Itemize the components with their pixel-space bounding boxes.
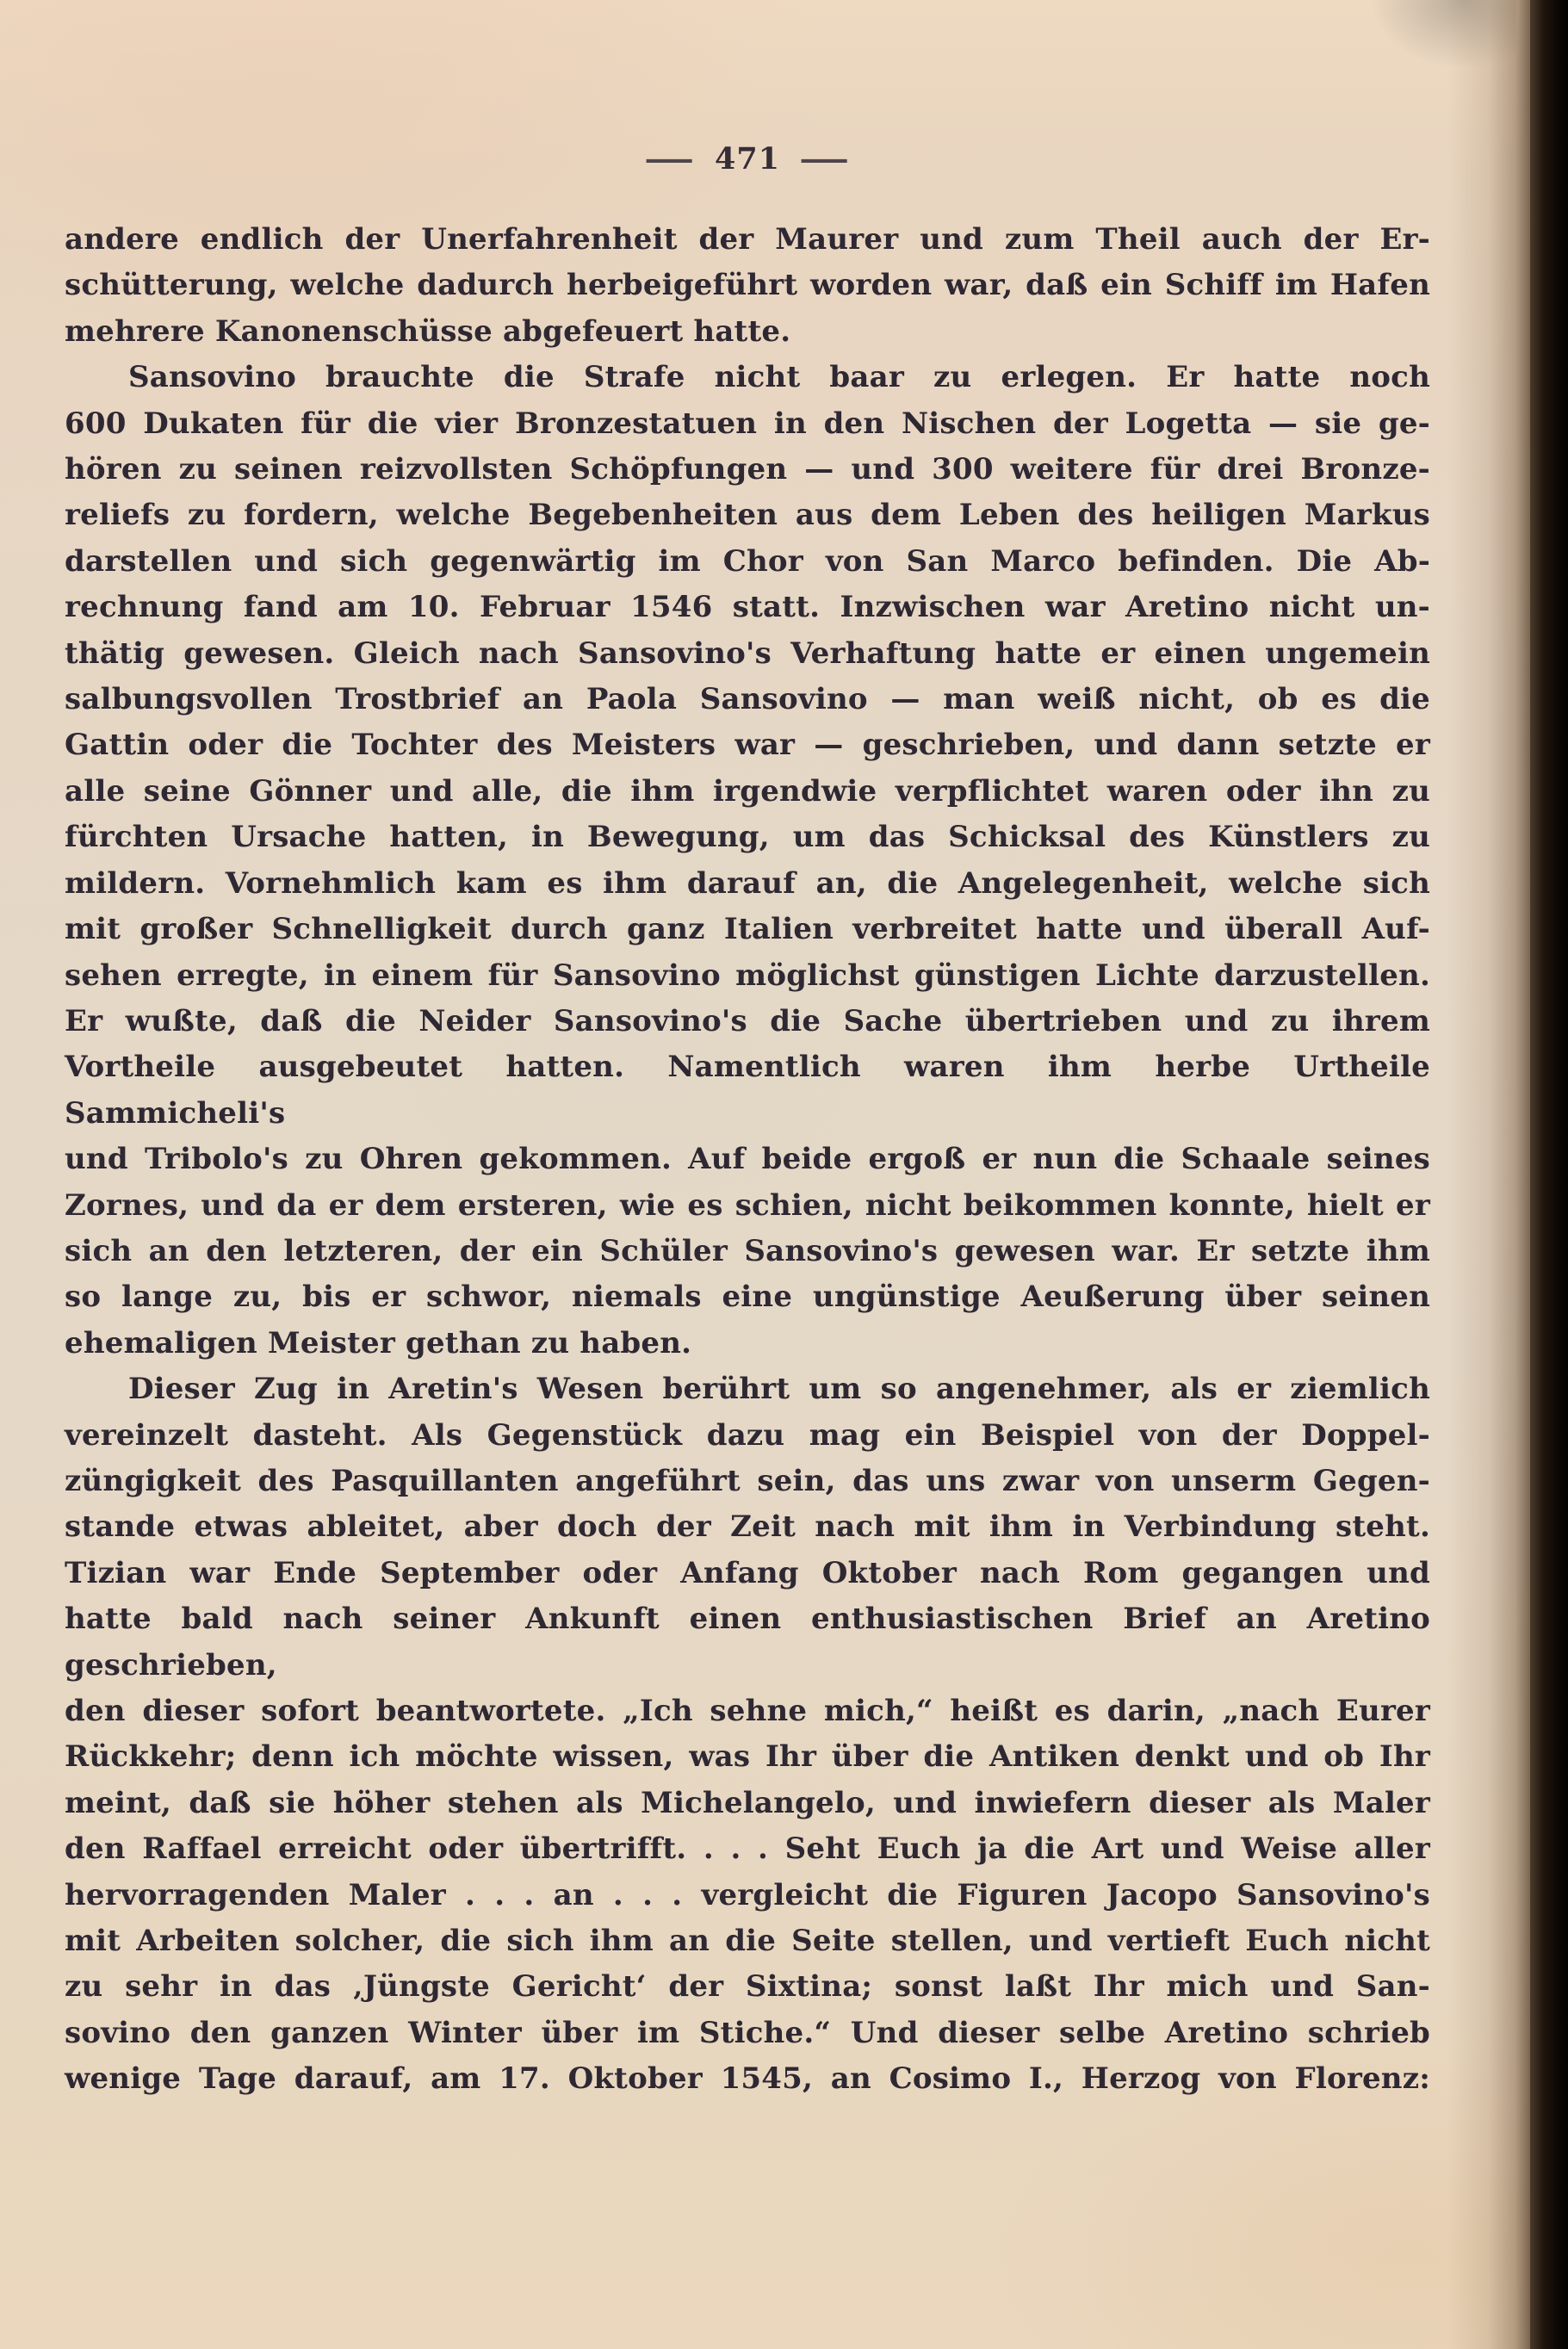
text-line: hören zu seinen reizvollsten Schöpfungen — und 300 weitere für drei Bronze- (65, 452, 1430, 487)
text-line: rechnung fand am 10. Februar 1546 statt. Inzwischen war Aretino nicht un- (65, 590, 1430, 625)
text-line: mit großer Schnelligkeit durch ganz Italien verbreitet hatte und überall Auf- (65, 912, 1430, 947)
text-line: 600 Dukaten für die vier Bronzestatuen in den Nischen der Logetta — sie ge- (65, 406, 1430, 441)
page-edge-shadow (1447, 0, 1530, 2349)
text-block (65, 217, 1430, 2103)
text-line: Sansovino brauchte die Strafe nicht baar zu erlegen. Er hatte noch (128, 360, 1430, 395)
page-header (65, 141, 1430, 177)
text-line: züngigkeit des Pasquillanten angeführt sein, das uns zwar von unserm Gegen- (65, 1463, 1430, 1498)
text-line: so lange zu, bis er schwor, niemals eine ungünstige Aeußerung über seinen (65, 1280, 1430, 1315)
text-line: wenige Tage darauf, am 17. Oktober 1545, an Cosimo I., Herzog von Florenz: (65, 2061, 1430, 2097)
text-line: zu sehr in das ‚Jüngste Gericht‘ der Sixtina; sonst laßt Ihr mich und San- (65, 1969, 1430, 2005)
text-line: schütterung, welche dadurch herbeigeführt worden war, daß ein Schiff im Hafen (65, 268, 1430, 303)
paragraph-3 (65, 1367, 1430, 2103)
text-line: reliefs zu fordern, welche Begebenheiten aus dem Leben des heiligen Markus (65, 498, 1430, 533)
text-line: sehen erregte, in einem für Sansovino möglichst günstigen Lichte darzustellen. (65, 958, 1430, 993)
text-line: den Raffael erreicht oder übertrifft. . . . Seht Euch ja die Art und Weise aller (65, 1831, 1430, 1867)
text-line: Vortheile ausgebeutet hatten. Namentlich waren ihm herbe Urtheile Sammicheli's (65, 1050, 1430, 1131)
text-line: darstellen und sich gegenwärtig im Chor von San Marco befinden. Die Ab- (65, 543, 1430, 579)
book-edge (1530, 0, 1568, 2349)
text-line: Rückkehr; denn ich möchte wissen, was Ihr über die Antiken denkt und ob Ihr (65, 1739, 1430, 1775)
text-line: mit Arbeiten solcher, die sich ihm an die Seite stellen, und vertieft Euch nicht (65, 1924, 1430, 1959)
text-line: und Tribolo's zu Ohren gekommen. Auf beide ergoß er nun die Schaale seines (65, 1142, 1430, 1177)
paragraph-1 (65, 217, 1430, 355)
text-line: alle seine Gönner und alle, die ihm irgendwie verpflichtet waren oder ihn zu (65, 773, 1430, 809)
text-line: Dieser Zug in Aretin's Wesen berührt um so angenehmer, als er ziemlich (128, 1372, 1430, 1407)
header-dash-left: — (643, 141, 697, 177)
text-line: andere endlich der Unerfahrenheit der Maurer und zum Theil auch der Er- (65, 222, 1430, 257)
text-line: vereinzelt dasteht. Als Gegenstück dazu mag ein Beispiel von der Doppel- (65, 1417, 1430, 1453)
text-line: meint, daß sie höher stehen als Michelangelo, und inwiefern dieser als Maler (65, 1785, 1430, 1820)
text-line: Tizian war Ende September oder Anfang Oktober nach Rom gegangen und (65, 1555, 1430, 1590)
paragraph-2 (65, 355, 1430, 1367)
text-line: fürchten Ursache hatten, in Bewegung, um das Schicksal des Künstlers zu (65, 820, 1430, 855)
text-line: mildern. Vornehmlich kam es ihm darauf an, die Angelegenheit, welche sich (65, 865, 1430, 901)
text-line: Zornes, und da er dem ersteren, wie es schien, nicht beikommen konnte, hielt er (65, 1187, 1430, 1223)
text-line: Er wußte, daß die Neider Sansovino's die Sache übertrieben und zu ihrem (65, 1003, 1430, 1038)
page-number: 471 (714, 141, 781, 177)
text-line: hatte bald nach seiner Ankunft einen enthusiastischen Brief an Aretino geschrieben, (65, 1602, 1430, 1683)
text-line: ehemaligen Meister gethan zu haben. (65, 1325, 692, 1360)
text-line: Gattin oder die Tochter des Meisters war — geschrieben, und dann setzte er (65, 728, 1430, 763)
text-line: den dieser sofort beantwortete. „Ich sehne mich,“ heißt es darin, „nach Eurer (65, 1694, 1430, 1728)
text-line: sovino den ganzen Winter über im Stiche.“ Und dieser selbe Aretino schrieb (65, 2015, 1430, 2050)
header-dash-right: — (798, 141, 852, 177)
text-line: stande etwas ableitet, aber doch der Zeit nach mit ihm in Verbindung steht. (65, 1509, 1430, 1545)
text-line: thätig gewesen. Gleich nach Sansovino's Verhaftung hatte er einen ungemein (65, 635, 1430, 671)
text-line: salbungsvollen Trostbrief an Paola Sansovino — man weiß nicht, ob es die (65, 682, 1430, 717)
text-line: sich an den letzteren, der ein Schüler Sansovino's gewesen war. Er setzte ihm (65, 1233, 1430, 1268)
text-line: mehrere Kanonenschüsse abgefeuert hatte. (65, 313, 791, 349)
text-line: hervorragenden Maler . . . an . . . vergleicht die Figuren Jacopo Sansovino's (65, 1877, 1430, 1912)
